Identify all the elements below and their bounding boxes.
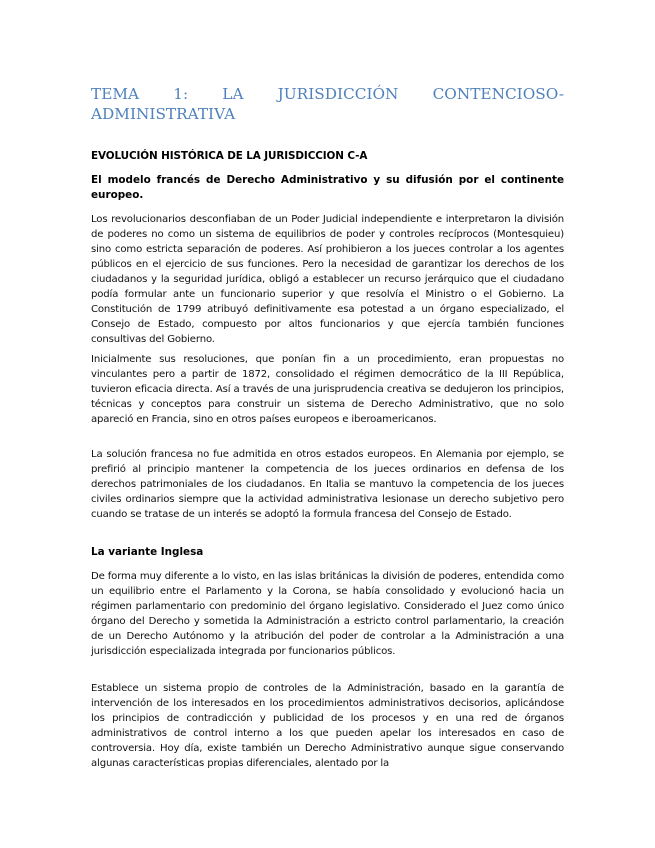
document-title: TEMA 1: LA JURISDICCIÓN CONTENCIOSO-ADMINISTRATIVA: [91, 85, 564, 123]
paragraph-islas-britanicas: De forma muy diferente a lo visto, en las islas británicas la división de poderes, entendida como un equilibrio entre el Parlamento y la Corona, se había consolidado y evolucionó hacia un régimen parlamentario con predominio del órgano legislativo. Considerado el Juez como único órgano del Derecho y sometida la Administración a estricto control parlamentario, la creación de un Derecho Autónomo y la atribución del poder de controlar a la Administración a una jurisdicción especializada integrada por funcionarios públicos.: [91, 571, 564, 657]
subheading-french-model: El modelo francés de Derecho Administrativo y su difusión por el continente europeo.: [91, 174, 564, 201]
paragraph-revolucionarios: Los revolucionarios desconfiaban de un Poder Judicial independiente e interpretaron la división de poderes no como un sistema de equilibrios de poder y controles recíprocos (Montesquieu) sino como estricta separación de poderes. Así prohibieron a los jueces controlar a los agentes públicos en el ejercicio de sus funciones. Pero la necesidad de garantizar los derechos de los ciudadanos y la seguridad jurídica, obligó a establecer un recurso jerárquico que el ciudadano podía formular ante un funcionario superior y que resolvía el Ministro o el Gobierno. La Constitución de 1799 atribuyó definitivamente esa potestad a un órgano especializado, el Consejo de Estado, compuesto por altos funcionarios y que ejercía también funciones consultivas del Gobierno.: [91, 214, 564, 345]
section-heading: EVOLUCIÓN HISTÓRICA DE LA JURISDICCION C-A: [91, 150, 368, 162]
paragraph-solucion-francesa: La solución francesa no fue admitida en otros estados europeos. En Alemania por ejemplo, se prefirió al principio mantener la competencia de los jueces ordinarios en defensa de los derechos patrimoniales de los ciudadanos. En Italia se mantuvo la competencia de los jueces civiles ordinarios siempre que la actividad administrativa lesionase un derecho subjetivo pero cuando se tratase de un interés se adoptó la formula francesa del Consejo de Estado.: [91, 449, 564, 520]
paragraph-sistema-controles: Establece un sistema propio de controles de la Administración, basado en la garantía de intervención de los interesados en los procedimientos administrativos decisorios, aplicándose los principios de contradicción y publicidad de los procesos y en una red de órganos administrativos de control interno a los que pueden apelar los interesados en caso de controversia. Hoy día, existe también un Derecho Administrativo aunque sigue conservando algunas características propias diferenciales, alentado por la: [91, 683, 564, 769]
paragraph-resoluciones: Inicialmente sus resoluciones, que ponían fin a un procedimiento, eran propuestas no vinculantes pero a partir de 1872, consolidado el régimen democrático de la III República, tuvieron eficacia directa. Así a través de una jurisprudencia creativa se dedujeron los principios, técnicas y conceptos para construir un sistema de Derecho Administrativo, que no solo apareció en Francia, sino en otros países europeos e iberoamericanos.: [91, 354, 564, 425]
subheading-variante-inglesa: La variante Inglesa: [91, 546, 204, 558]
